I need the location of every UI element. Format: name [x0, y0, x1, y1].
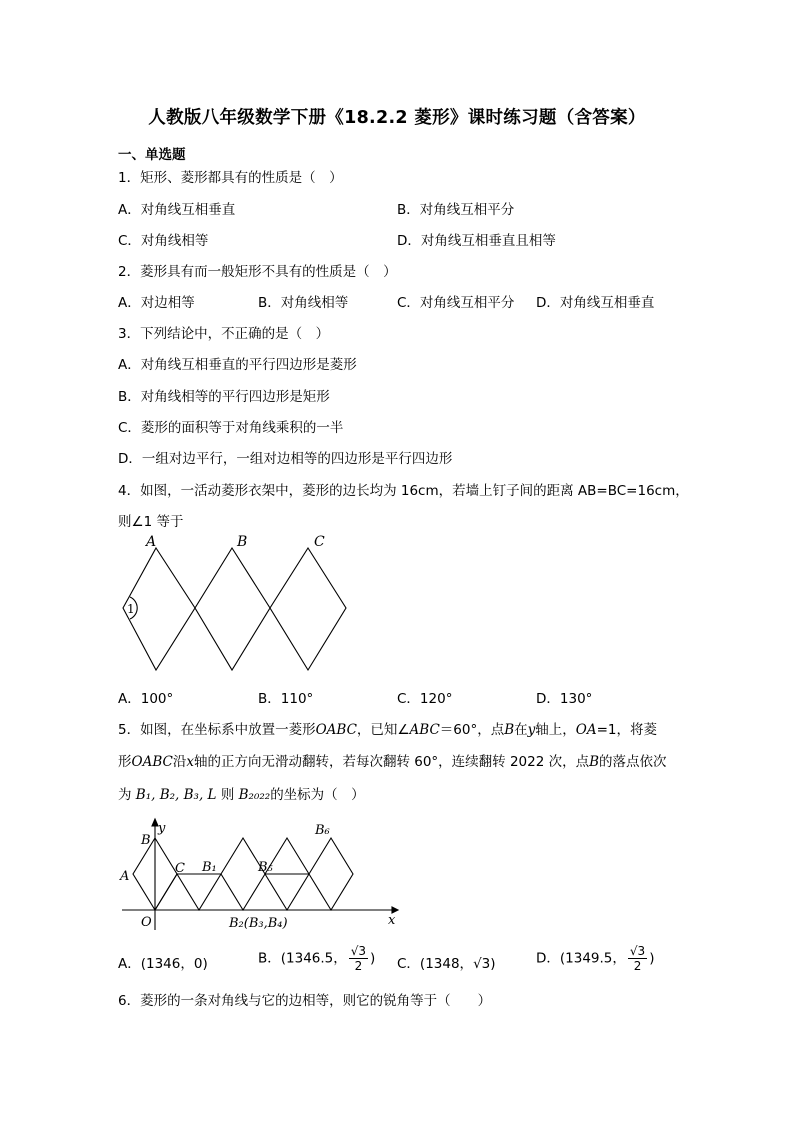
- label-a: A: [120, 869, 130, 884]
- question-3-option-c: C．菱形的面积等于对角线乘积的一半: [118, 420, 344, 436]
- question-3-option-b: B．对角线相等的平行四边形是矩形: [118, 389, 330, 405]
- question-4-option-c: C．120°: [397, 691, 453, 707]
- label-b1: B₁: [202, 860, 217, 875]
- question-2-option-b: B．对角线相等: [258, 295, 349, 311]
- question-3-option-a: A．对角线互相垂直的平行四边形是菱形: [118, 357, 357, 373]
- question-4-option-a: A．100°: [118, 691, 174, 707]
- question-5-option-d: D．(1349.5， $\frac{√3}{2}$ ): [536, 944, 655, 973]
- label-angle-1: 1: [127, 602, 135, 616]
- question-5-stem-line-2: 形OABC沿x轴的正方向无滑动翻转，若每次翻转 60°，连续翻转 2022 次，点B的落点依次: [118, 754, 667, 770]
- question-5-option-b: B．(1346.5， $\frac{√3}{2}$ ): [258, 944, 376, 973]
- question-4-stem-line-1: 4．如图，一活动菱形衣架中，菱形的边长均为 16cm，若墙上钉子间的距离 AB=BC=16cm，: [118, 483, 689, 499]
- rhombus-3: [270, 548, 346, 670]
- question-5-stem-line-3: 为 B₁, B₂, B₃, L 则 B₂₀₂₂的坐标为（ ）: [118, 787, 365, 803]
- question-6-stem: 6．菱形的一条对角线与它的边相等，则它的锐角等于（ ）: [118, 993, 492, 1009]
- question-5-option-a: A．(1346，0): [118, 956, 208, 972]
- label-x-axis: x: [388, 913, 396, 928]
- question-2-option-c: C．对角线互相平分: [397, 295, 515, 311]
- question-4-option-d: D．130°: [536, 691, 593, 707]
- question-2-stem: 2．菱形具有而一般矩形不具有的性质是（ ）: [118, 264, 397, 280]
- label-y-axis: y: [158, 821, 166, 836]
- question-3-option-d: D．一组对边平行，一组对边相等的四边形是平行四边形: [118, 451, 453, 467]
- flipping-rhombus-figure: [110, 812, 400, 937]
- question-1-option-b: B．对角线互相平分: [397, 202, 515, 218]
- label-point-c: C: [314, 534, 325, 550]
- hanger-rhombus-figure: [110, 528, 370, 680]
- label-o: O: [141, 915, 152, 930]
- section-heading: 一、单选题: [118, 147, 186, 163]
- question-2-option-d: D．对角线互相垂直: [536, 295, 655, 311]
- question-4-stem-line-2: 则∠1 等于: [118, 514, 184, 530]
- question-1-option-a: A．对角线互相垂直: [118, 202, 236, 218]
- question-1-stem: 1．矩形、菱形都具有的性质是（ ）: [118, 170, 343, 186]
- question-4-option-b: B．110°: [258, 691, 314, 707]
- label-b6: B₆: [315, 823, 330, 838]
- label-c: C: [175, 861, 185, 876]
- label-b5: B₅: [258, 860, 273, 875]
- page-title: 人教版八年级数学下册《18.2.2 菱形》课时练习题（含答案）: [148, 108, 646, 128]
- rhombus-2: [195, 548, 270, 670]
- question-1-option-d: D．对角线互相垂直且相等: [397, 233, 556, 249]
- label-point-b: B: [237, 534, 248, 550]
- question-3-stem: 3．下列结论中，不正确的是（ ）: [118, 326, 330, 342]
- label-b2-b3-b4: B₂(B₃,B₄): [229, 916, 288, 931]
- label-b: B: [141, 833, 151, 848]
- question-5-option-c: C．(1348，√3): [397, 956, 496, 972]
- question-5-stem-line-1: 5．如图，在坐标系中放置一菱形OABC，已知∠ABC＝60°，点B在y轴上，OA=1，将菱: [118, 722, 658, 738]
- question-1-option-c: C．对角线相等: [118, 233, 209, 249]
- question-2-option-a: A．对边相等: [118, 295, 195, 311]
- label-point-a: A: [146, 534, 157, 550]
